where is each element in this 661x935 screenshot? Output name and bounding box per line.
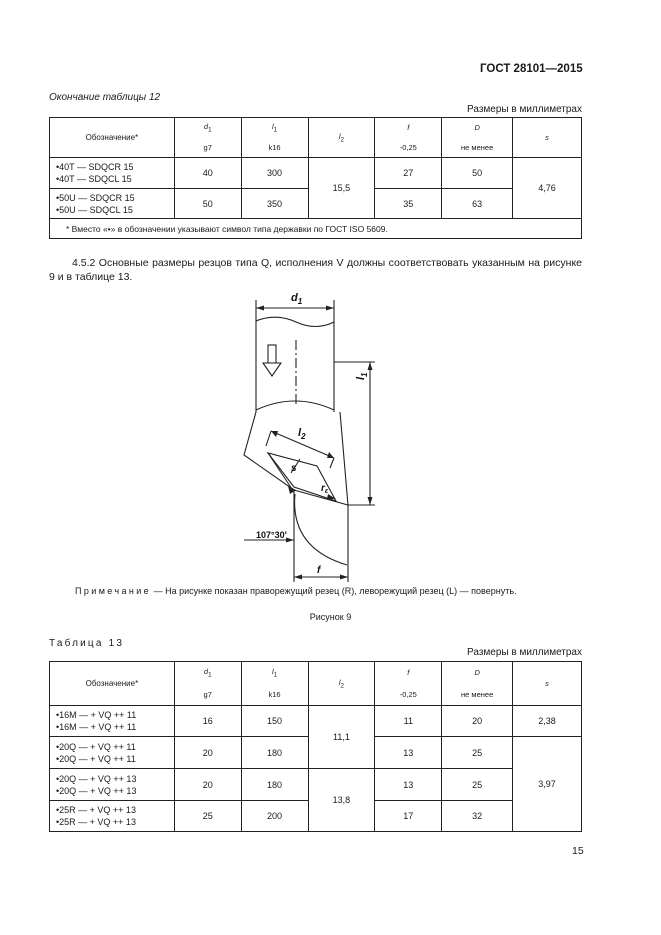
header-l2: $l_2$: [308, 118, 375, 158]
feed-arrow-shaft: [268, 345, 276, 363]
l2-group2-cell: 13,8: [308, 769, 375, 832]
table12-caption: Окончание таблицы 12: [49, 92, 161, 103]
table13-caption: Таблица 13: [49, 638, 125, 649]
angle-arc: [295, 494, 347, 565]
header-l2: $l_2$: [308, 662, 375, 706]
label-s: s: [291, 463, 297, 474]
table-13: [49, 661, 582, 832]
break-line: [256, 317, 334, 326]
feed-arrow-head: [263, 363, 281, 376]
header-D-tolerance: не менее: [442, 138, 513, 158]
table-row: •16M — + VQ ++ 11 •16M — + VQ ++ 11 16 150 11,1 11 20 2,38: [50, 706, 582, 737]
table-row: •20Q — + VQ ++ 13 •20Q — + VQ ++ 13 20 180 13,8 13 25: [50, 769, 582, 801]
label-r-epsilon: $r_\varepsilon$: [321, 483, 329, 495]
table13-units: Размеры в миллиметрах: [467, 647, 582, 658]
table12-units: Размеры в миллиметрах: [467, 104, 582, 115]
label-f: f: [317, 565, 321, 576]
l2-extension-left: [266, 431, 271, 446]
header-f-tolerance: -0,25: [375, 138, 442, 158]
header-d1-tolerance: g7: [174, 684, 241, 706]
document-standard-header: ГОСТ 28101—2015: [480, 63, 583, 75]
header-designation: Обозначение*: [50, 118, 175, 158]
shank-bottom-curve: [256, 401, 334, 410]
header-f-tolerance: -0,25: [375, 684, 442, 706]
table-row: •50U — SDQCR 15 •50U — SDQCL 15 50 350 35 63: [50, 189, 582, 219]
l2-merged-cell: 15,5: [308, 158, 375, 219]
figure-caption: Рисунок 9: [309, 612, 352, 622]
header-f: f: [375, 118, 442, 138]
table-row: •40T — SDQCR 15 •40T — SDQCL 15 40 300 15,5 27 50 4,76: [50, 158, 582, 189]
header-d1-tolerance: g7: [174, 138, 241, 158]
label-l1: $l_1$: [355, 372, 369, 380]
header-d1: $d_1$: [174, 118, 241, 138]
header-designation: Обозначение*: [50, 662, 175, 706]
header-l1: $l_1$: [241, 662, 308, 684]
table12-footnote: * Вместо «•» в обозначении указывают символ типа державки по ГОСТ ISO 5609.: [50, 219, 582, 239]
page-number: 15: [572, 845, 584, 857]
header-d1: $d_1$: [174, 662, 241, 684]
label-l2: $l_2$: [298, 427, 306, 441]
header-l1: $l_1$: [241, 118, 308, 138]
s-rest-cell: 3,97: [513, 737, 582, 832]
s-first-cell: 2,38: [513, 706, 582, 737]
header-D-tolerance: не менее: [442, 684, 513, 706]
l2-group1-cell: 11,1: [308, 706, 375, 769]
header-D: D: [442, 662, 513, 684]
s-merged-cell: 4,76: [513, 158, 582, 219]
header-l1-tolerance: k16: [241, 138, 308, 158]
table-row: •20Q — + VQ ++ 11 •20Q — + VQ ++ 11 20 180 13 25 3,97: [50, 737, 582, 769]
label-d1: $d_1$: [291, 292, 303, 306]
section-paragraph: 4.5.2 Основные размеры резцов типа Q, исполнения V должны соответствовать указанным на рисунке 9 и в таблице 13.: [49, 257, 582, 283]
header-l1-tolerance: k16: [241, 684, 308, 706]
table-row: •25R — + VQ ++ 13 •25R — + VQ ++ 13 25 200 17 32: [50, 801, 582, 832]
label-angle: 107°30': [256, 530, 287, 540]
head-outline: [244, 412, 348, 505]
header-s: s: [513, 662, 582, 706]
l2-extension-right: [330, 458, 334, 468]
figure-note: Примечание — На рисунке показан праворежущий резец (R), леворежущий резец (L) — повернуть.: [75, 586, 517, 596]
header-f: f: [375, 662, 442, 684]
header-D: D: [442, 118, 513, 138]
header-s: s: [513, 118, 582, 158]
